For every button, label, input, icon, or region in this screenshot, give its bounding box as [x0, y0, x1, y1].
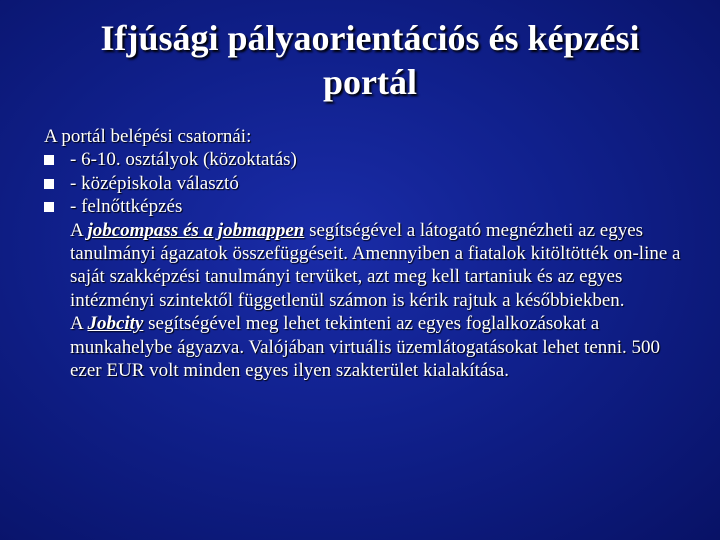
jobcity-term: Jobcity: [87, 313, 144, 335]
paragraph-prefix: A: [70, 313, 88, 335]
bullet-text: - középiskola választó: [70, 172, 239, 194]
slide-body: [44, 125, 684, 382]
square-bullet-icon: [44, 155, 54, 165]
square-bullet-icon: [44, 202, 54, 212]
jobcompass-term: jobcompass és a jobmappen: [87, 219, 305, 241]
bullet-text: - 6-10. osztályok (közoktatás): [70, 149, 297, 171]
square-bullet-icon: [44, 179, 54, 189]
bullet-text: - felnőttképzés: [70, 196, 183, 218]
jobcompass-paragraph: [44, 219, 684, 313]
paragraph-prefix: A: [70, 219, 88, 241]
jobcity-paragraph: [44, 312, 684, 382]
bullet-item: [44, 195, 684, 218]
bullet-item: [44, 172, 684, 195]
slide-title: [40, 16, 700, 104]
slide-title-line-2: portál: [323, 62, 417, 102]
channels-intro: A portál belépési csatornái:: [44, 126, 252, 147]
paragraph-body: segítségével meg lehet tekinteni az egyes foglalkozásokat a munkahelybe ágyazva. Valójában virtuális üzemlátogatásokat lehet tenni. 500 ezer EUR volt minden egyes ilyen szakterület kialakítása.: [70, 313, 661, 382]
paragraph-body: segítségével a látogató megnézheti az egyes tanulmányi ágazatok összefüggéseit. Amennyiben a fiatalok kitöltötték on-line a saját szakképzési tanulmányi tervüket, azt meg kell tartaniuk és az egyes intézményi szintektől függetlenül számon is kérik rajtuk a későbbiekben.: [70, 219, 681, 311]
bullet-item: [44, 148, 684, 171]
channels-list: [44, 148, 684, 218]
slide-title-line-1: Ifjúsági pályaorientációs és képzési: [100, 18, 640, 58]
